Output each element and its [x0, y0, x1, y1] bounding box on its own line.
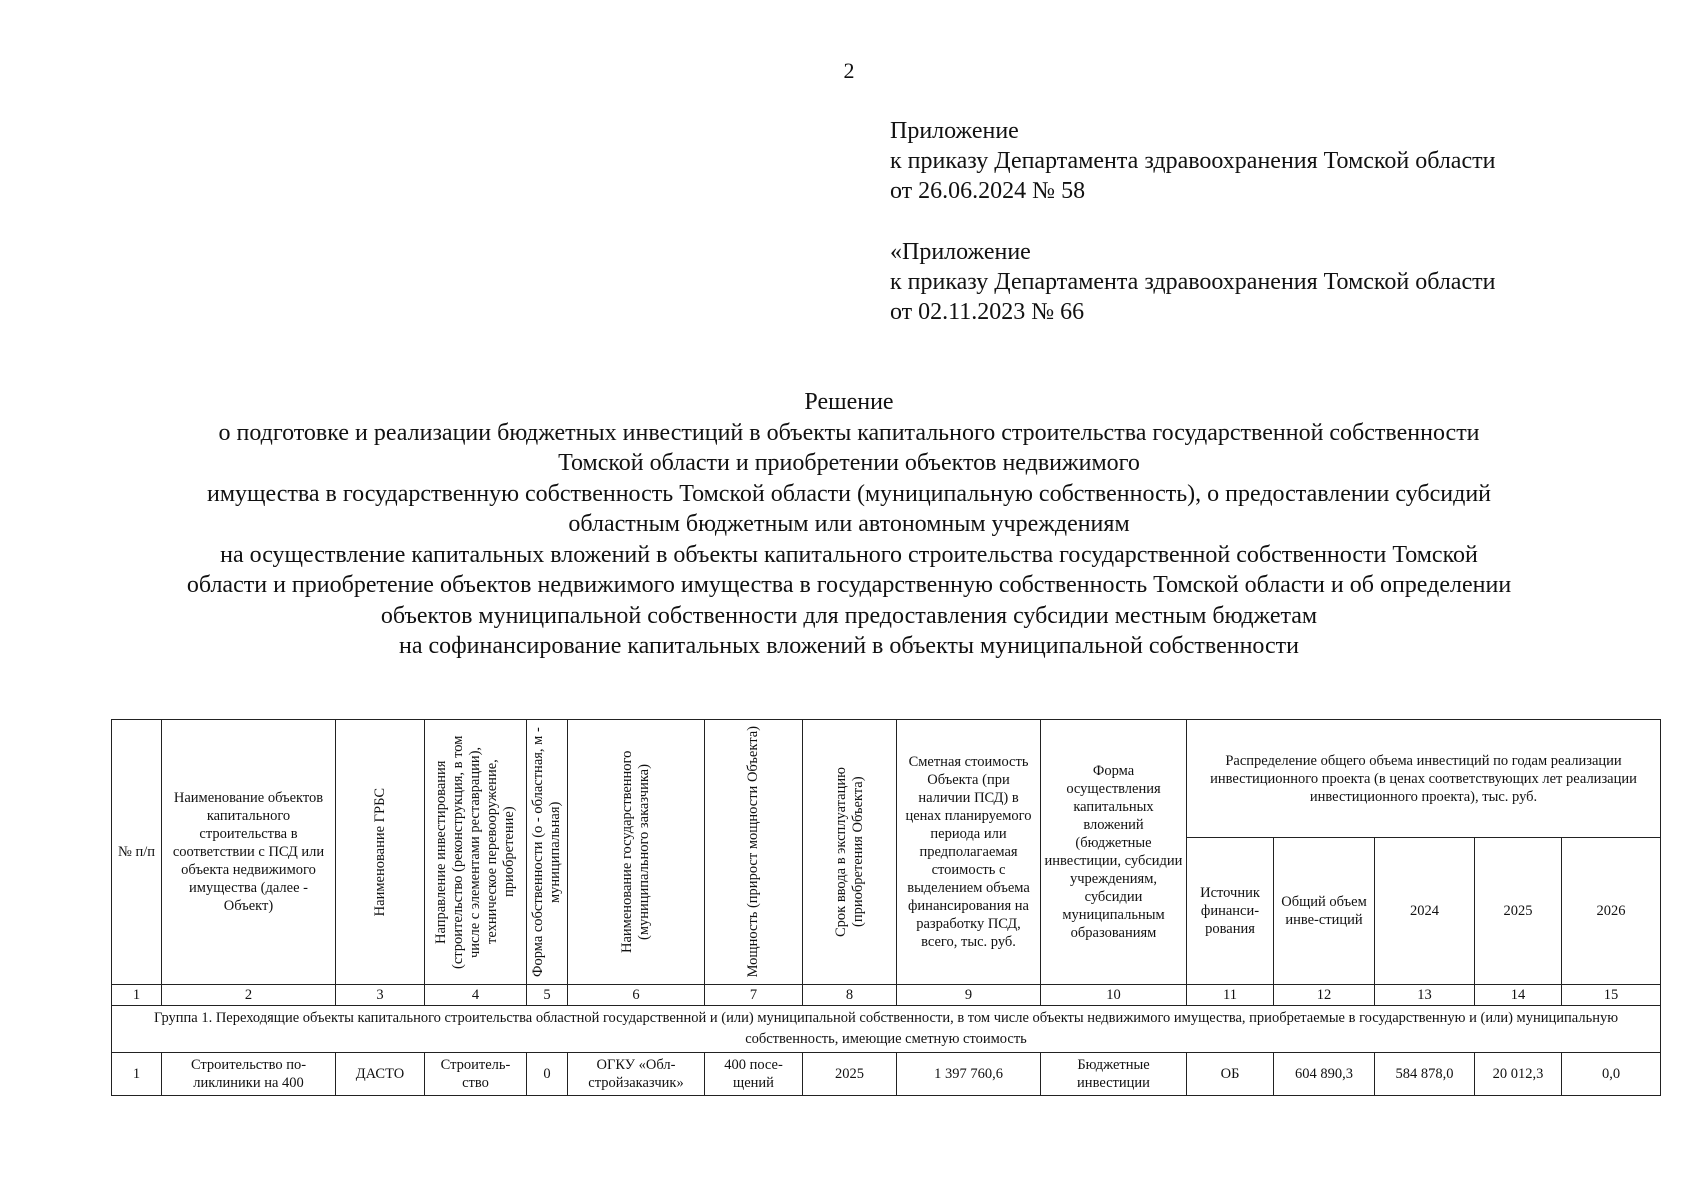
title-line: на софинансирование капитальных вложений в объекты муниципальной собственности: [398, 633, 1300, 659]
cell-capacity: 400 посе-щений: [705, 1053, 803, 1096]
column-number: 2: [162, 985, 336, 1006]
appendix-order: к приказу Департамента здравоохранения Томской области: [890, 148, 1496, 174]
cell-grbs: ДАСТО: [336, 1053, 425, 1096]
appendix-block: [890, 116, 1495, 206]
appendix-prev-block: [890, 237, 1495, 327]
column-number: 10: [1041, 985, 1187, 1006]
cell-customer: ОГКУ «Обл-стройзаказчик»: [568, 1053, 705, 1096]
column-number: 7: [705, 985, 803, 1006]
page-number: 2: [843, 58, 855, 83]
header-col-total: Общий объем инве-стиций: [1274, 838, 1375, 985]
header-direction-text: Направление инвестирования (строительство (реконструкция, в том числе с элементами реставрации), техническое перевооружение, приобретение): [433, 735, 517, 969]
title-line: объектов муниципальной собственности для предоставления субсидии местным бюджетам: [380, 602, 1318, 629]
cell-2024: 584 878,0: [1375, 1053, 1475, 1096]
title-line: Томской области и приобретении объектов недвижимого: [558, 450, 1140, 476]
column-number: 5: [527, 985, 568, 1006]
header-col-ownership: [527, 720, 568, 985]
cell-investment-form: Бюджетные инвестиции: [1041, 1053, 1187, 1096]
column-number: 3: [336, 985, 425, 1006]
cell-total: 604 890,3: [1274, 1053, 1375, 1096]
column-number: 11: [1187, 985, 1274, 1006]
cell-ownership: 0: [527, 1053, 568, 1096]
title-line: областным бюджетным или автономным учреждениям: [568, 511, 1130, 537]
column-number: 15: [1562, 985, 1661, 1006]
appendix-prev-order: к приказу Департамента здравоохранения Томской области: [890, 269, 1496, 295]
column-number: 4: [425, 985, 527, 1006]
column-number: 6: [568, 985, 705, 1006]
header-col-capacity: [705, 720, 803, 985]
column-number: 8: [803, 985, 897, 1006]
header-col-2024: 2024: [1375, 838, 1475, 985]
cell-object-name: Строительство по-ликлиники на 400: [162, 1053, 336, 1096]
investment-table: [111, 719, 1661, 1096]
title-line: области и приобретение объектов недвижимого имущества в государственную собственность Томской области и об определении: [186, 572, 1512, 598]
header-col-deadline: [803, 720, 897, 985]
title-line: имущества в государственную собственность Томской области (муниципальную собственность), о предоставлении субсидий: [206, 480, 1492, 507]
column-number: 12: [1274, 985, 1375, 1006]
cell-source: ОБ: [1187, 1053, 1274, 1096]
header-distribution: Распределение общего объема инвестиций по годам реализации инвестиционного проекта (в ценах соответствующих лет реализации инвестиционного проекта), тыс. руб.: [1187, 720, 1661, 838]
header-col-estimated-cost: Сметная стоимость Объекта (при наличии ПСД) в ценах планируемого периода или предполагаемая стоимость с выделением объема финансирования на разработку ПСД, всего, тыс. руб.: [897, 720, 1041, 985]
group-1-label: Группа 1. Переходящие объекты капитального строительства областной государственной и (или) муниципальной собственности, в том числе объекты недвижимого имущества, приобретаемые в государственную и (или) муниципальную собственность, имеющие сметную стоимость: [112, 1006, 1661, 1053]
header-col-grbs: [336, 720, 425, 985]
cell-direction: Строитель-ство: [425, 1053, 527, 1096]
header-ownership-text: Форма собственности (о - областная, м - муниципальная): [530, 727, 563, 977]
header-grbs-text: Наименование ГРБС: [371, 787, 388, 917]
header-col-customer: [568, 720, 705, 985]
table-row: [112, 1053, 1661, 1096]
header-deadline-text: Срок ввода в эксплуатацию (приобретения Объекта): [832, 767, 866, 937]
column-number: 14: [1475, 985, 1562, 1006]
header-col-number: № п/п: [112, 720, 162, 985]
cell-estimated-cost: 1 397 760,6: [897, 1053, 1041, 1096]
title-line: на осуществление капитальных вложений в объекты капитального строительства государственной собственности Томской: [220, 541, 1478, 568]
column-number: 13: [1375, 985, 1475, 1006]
header-col-source: Источник финанси-рования: [1187, 838, 1274, 985]
cell-2025: 20 012,3: [1475, 1053, 1562, 1096]
header-col-2025: 2025: [1475, 838, 1562, 985]
header-col-investment-form: Форма осуществления капитальных вложений (бюджетные инвестиции, субсидии учреждениям, субсидии муниципальным образованиям: [1041, 720, 1187, 985]
header-col-2026: 2026: [1562, 838, 1661, 985]
header-capacity-text: Мощность (прирост мощности Объекта): [745, 726, 761, 978]
document-title: [0, 387, 1698, 662]
appendix-prev-date: от 02.11.2023 № 66: [890, 299, 1085, 325]
cell-deadline: 2025: [803, 1053, 897, 1096]
cell-number: 1: [112, 1053, 162, 1096]
title-heading: Решение: [804, 389, 894, 415]
appendix-date: от 26.06.2024 № 58: [890, 178, 1086, 204]
header-row: [112, 720, 1661, 838]
header-customer-text: Наименование государственного (муниципального заказчика): [619, 750, 652, 954]
column-number: 9: [897, 985, 1041, 1006]
cell-2026: 0,0: [1562, 1053, 1661, 1096]
header-col-direction: [425, 720, 527, 985]
column-number-row: [112, 985, 1661, 1006]
group-row: [112, 1006, 1661, 1053]
column-number: 1: [112, 985, 162, 1006]
appendix-prev-title: «Приложение: [890, 239, 1031, 265]
appendix-title: Приложение: [890, 118, 1019, 144]
header-col-object-name: Наименование объектов капитального строительства в соответствии с ПСД или объекта недвижимого имущества (далее - Объект): [162, 720, 336, 985]
title-line: о подготовке и реализации бюджетных инвестиций в объекты капитального строительства государственной собственности: [218, 419, 1480, 446]
